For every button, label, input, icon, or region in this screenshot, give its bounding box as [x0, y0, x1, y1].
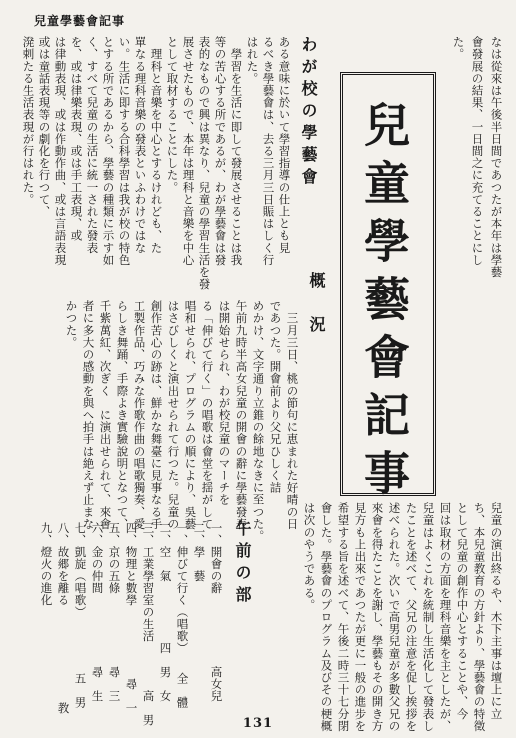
page-title: 兒童學藝會記事	[357, 101, 411, 507]
closing-line: 回は取材の方面を理科音樂を主としたが、	[438, 502, 453, 732]
closing-line: 會した。學藝會のプログラム及びその梗概	[319, 502, 334, 732]
overview-line: 唱和せられ、プログラムの順により、吳藝	[183, 300, 198, 530]
closing-line: たことを述べて、父兄の注意を促し挨拶を	[404, 502, 419, 732]
program-item: 五、京の五條 尋 三	[107, 522, 122, 702]
program-item: 二、空 氣 四 男 女	[158, 522, 173, 702]
overview-line: はさびしくと演出せられて行つた。兒童の	[166, 300, 181, 530]
closing-line: 述べられた。次いで高男兒童が多數父兄の	[387, 502, 402, 732]
closing-line: として兒童の創作中心とすることや、今	[455, 502, 470, 720]
overview-line: る「伸びて行く」の唱歌は會堂を揺がして	[200, 300, 215, 530]
program-item: 六、金の仲間 尋 生	[90, 522, 105, 702]
program-item: 九、燈火の進化	[39, 522, 54, 606]
overview-line: らしき舞踊、手際よき實驗說明となつて、	[115, 300, 130, 530]
section-line: ある意味に於いて學習指導の仕上とも見	[277, 36, 292, 254]
overview-line: 創作苦心の跡は、鮮かな舞臺に見事なる手	[149, 300, 164, 530]
closing-line: は次のやうである。	[302, 502, 317, 611]
section-line: 表的なもので興は異なり、兒童の學習生活を發	[197, 36, 212, 291]
intro-line: た。	[451, 36, 466, 61]
overview-line: 午前九時半高女兒童の開會の辭に學藝發表	[234, 300, 249, 530]
closing-line: 兒童はよくこれを統制し生活化して發表し	[421, 502, 436, 732]
program-item: 八、故郷を離る 教	[56, 522, 71, 714]
program-item: 二、學 藝	[192, 522, 207, 582]
morning-heading: 午前の部	[233, 520, 252, 608]
overview-line: かつた。	[64, 300, 79, 349]
section-line: 溌剌たる生活表現が行はれた。	[21, 36, 36, 206]
program-item: 一、開會の辭 高女兒	[209, 522, 224, 702]
closing-line: ち、本兒童教育の方針より、學藝會の特徵	[472, 502, 487, 732]
section-line: とする所であるから、學藝の種類に示す如	[101, 36, 116, 266]
section-line: は律動表現、或は作動作曲、或は言語表現	[53, 36, 68, 266]
overview-line: であつた。開會前より父兄ひしく詰	[268, 300, 283, 494]
overview-line: は開始せられ、わが校兒童のマーチを	[217, 300, 232, 506]
section-line: 或は童話表現等の劇化を行つて、	[37, 36, 52, 218]
title-box	[340, 72, 436, 507]
section-line: 學習を生活に即して發展させることは我	[229, 36, 244, 266]
section-line: く、すべて兒童の生活に統一された發表	[85, 36, 100, 254]
overview-line: 千紫萬紅、次ぎく に演出せられて、來會	[98, 300, 113, 530]
overview-line: 工製作品、巧みな作歌作曲の唱歌獨奏、愛	[132, 300, 147, 530]
intro-line: なは從來は午後半日間であつたが本年は學藝	[489, 36, 504, 278]
section-line: 等の苦心する所であるが、わが學藝會は發	[213, 36, 228, 266]
running-head: 兒童學藝會記事	[34, 14, 126, 28]
program-item: 四、物理と數學 尋 一	[124, 522, 139, 714]
program-item: 三、工業學習室の生活 高 男	[141, 522, 156, 726]
closing-line: 兒童の演出終るや、木下主事は壇上に立	[489, 502, 504, 720]
section-line: はれた。	[245, 36, 260, 85]
closing-line: 見方も上出來であつたが更に一般の進步を	[353, 502, 368, 732]
section-line: として取材することにした。	[165, 36, 180, 194]
overview-line: 三月三日、桃の節句に恵まれた好晴の日	[285, 300, 300, 530]
program-item: 七、凱旋（唱歌） 五 男	[73, 522, 88, 709]
section-line: 展させたもので、本年は理科と音樂を中心	[181, 36, 196, 266]
overview-line: 者に多大の感動を與へ拍手は絶えず止まな	[81, 300, 96, 530]
section-line: 理科と音樂を中心とするけれども、た	[149, 36, 164, 254]
section-line: を、或は律樂表現、或は手工表現、或	[69, 36, 84, 242]
section-line: 單なる理科音樂の發表といふわけではな	[133, 36, 148, 254]
closing-line: 來會を得たことを謝し、學藝もその開き方	[370, 502, 385, 732]
page-number: 131	[242, 716, 274, 731]
section-line: い。生活に即する合科學習は我が校の特色	[117, 36, 132, 266]
intro-line: 會發展の結果、一日間之に充てることにし	[470, 36, 485, 266]
overview-heading: 概 況	[307, 272, 326, 338]
overview-line: めかけ、文字通り立錐の餘地なきに至つた。	[251, 300, 266, 542]
section-heading: わが校の學藝會	[299, 36, 318, 190]
closing-line: 希望する旨を述べて、午後二時三十七分閉	[336, 502, 351, 732]
program-item: 一、伸びて行く（唱歌） 全 體	[175, 522, 190, 709]
section-line: るべき學藝會は、去る三月三日賑はしく行	[261, 36, 276, 266]
